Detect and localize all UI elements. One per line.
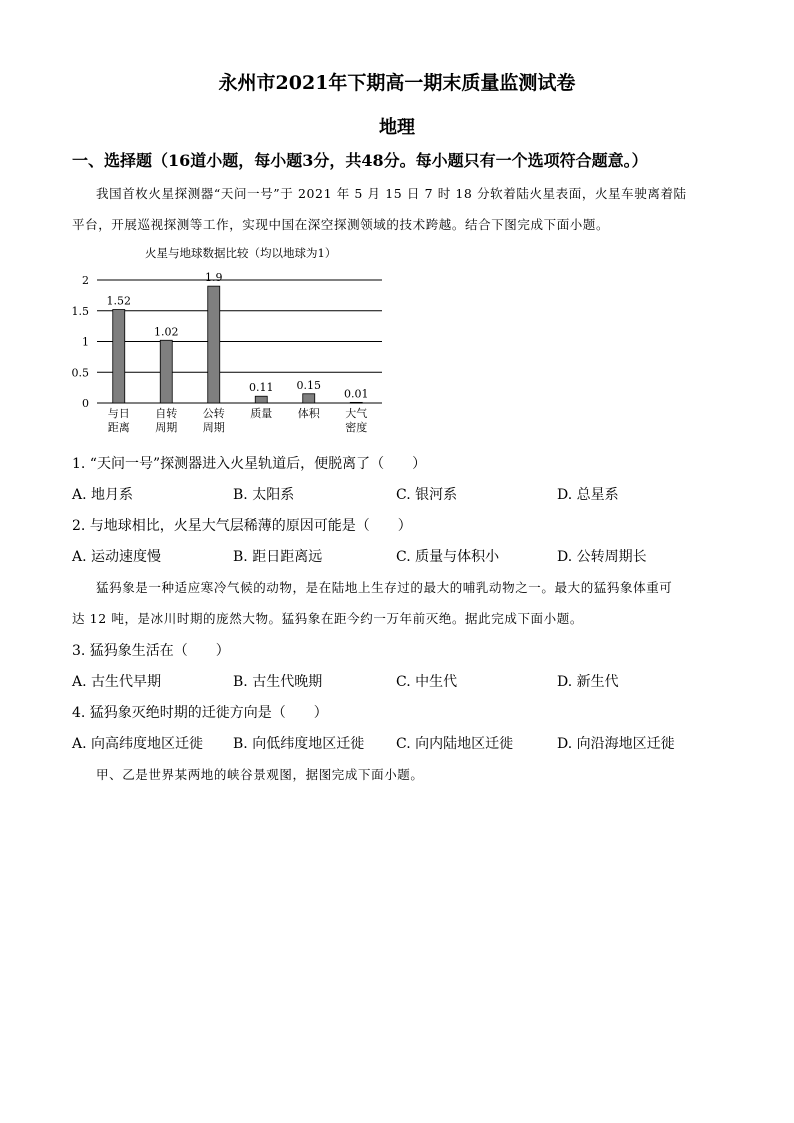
category-label: 公转 — [202, 407, 225, 420]
bar — [255, 396, 267, 403]
section-heading: 一、选择题（16道小题，每小题3分，共48分。每小题只有一个选项符合题意。） — [72, 151, 648, 170]
category-label: 距离 — [107, 421, 130, 434]
question-3: 3. 猛犸象生活在（ ） — [72, 643, 230, 659]
y-tick-label: 0 — [82, 397, 89, 410]
q1-option-a[interactable]: A. 地月系 — [72, 487, 134, 503]
q2-option-c[interactable]: C. 质量与体积小 — [396, 549, 500, 565]
page-title: 永州市2021年下期高一期末质量监测试卷 — [218, 72, 576, 94]
q2-option-a[interactable]: A. 运动速度慢 — [72, 549, 162, 565]
bar-value-label: 1.52 — [106, 294, 131, 308]
chart-title: 火星与地球数据比较（均以地球为1） — [145, 246, 337, 260]
question-2: 2. 与地球相比，火星大气层稀薄的原因可能是（ ） — [72, 518, 412, 534]
category-label: 体积 — [297, 407, 320, 420]
q3-option-d[interactable]: D. 新生代 — [557, 674, 619, 690]
bar — [350, 402, 362, 403]
bar-value-label: 0.01 — [344, 387, 369, 401]
y-tick-label: 1 — [82, 335, 89, 349]
q1-option-c[interactable]: C. 银河系 — [396, 487, 458, 503]
intro-paragraph-1-line-1: 我国首枚火星探测器“天问一号”于 2021 年 5 月 15 日 7 时 18 分软着陆火星表面，火星车驶离着陆 — [96, 186, 687, 201]
category-label: 与日 — [107, 407, 130, 420]
subject-heading: 地理 — [379, 117, 415, 138]
q4-option-b[interactable]: B. 向低纬度地区迁徙 — [233, 736, 365, 752]
x-axis-categories — [108, 406, 368, 434]
q3-option-b[interactable]: B. 古生代晚期 — [233, 674, 323, 690]
intro-paragraph-2-line-1: 猛犸象是一种适应寒冷气候的动物，是在陆地上生存过的最大的哺乳动物之一。最大的猛犸象体重可 — [96, 580, 673, 595]
intro-paragraph-1-line-2: 平台，开展巡视探测等工作，实现中国在深空探测领域的技术跨越。结合下图完成下面小题。 — [72, 217, 610, 232]
bar-value-label: 1.02 — [154, 325, 179, 339]
category-label: 周期 — [155, 421, 178, 434]
bar — [160, 340, 172, 403]
category-label: 大气 — [345, 407, 368, 420]
bar — [303, 394, 315, 403]
category-label: 自转 — [155, 407, 178, 420]
q3-option-c[interactable]: C. 中生代 — [396, 674, 458, 690]
category-label: 质量 — [250, 407, 273, 420]
question-4: 4. 猛犸象灭绝时期的迁徙方向是（ ） — [72, 705, 328, 721]
q4-option-d[interactable]: D. 向沿海地区迁徙 — [557, 736, 675, 752]
q4-option-c[interactable]: C. 向内陆地区迁徙 — [396, 736, 514, 752]
q3-option-a[interactable]: A. 古生代早期 — [72, 674, 162, 690]
bar-value-label: 0.15 — [296, 378, 321, 392]
question-1: 1. “天问一号”探测器进入火星轨道后，便脱离了（ ） — [72, 456, 427, 472]
intro-paragraph-2-line-2: 达 12 吨，是冰川时期的庞然大物。猛犸象在距今约一万年前灭绝。据此完成下面小题。 — [72, 611, 583, 626]
mars-earth-bar-chart — [70, 242, 390, 437]
y-tick-label: 2 — [82, 274, 89, 287]
chart-bars — [113, 286, 363, 403]
category-label: 密度 — [345, 421, 368, 434]
intro-paragraph-3: 甲、乙是世界某两地的峡谷景观图，据图完成下面小题。 — [96, 767, 424, 782]
q1-option-d[interactable]: D. 总星系 — [557, 487, 619, 503]
bar — [208, 286, 220, 403]
category-label: 周期 — [202, 421, 225, 434]
chart-value-labels — [107, 271, 369, 400]
y-axis-ticks — [72, 274, 90, 410]
q1-option-b[interactable]: B. 太阳系 — [233, 487, 295, 503]
y-tick-label: 1.5 — [71, 304, 89, 318]
q2-option-d[interactable]: D. 公转周期长 — [557, 549, 647, 565]
q2-option-b[interactable]: B. 距日距离远 — [233, 549, 323, 565]
bar — [113, 310, 125, 403]
chart-grid — [97, 280, 382, 403]
y-tick-label: 0.5 — [71, 366, 89, 380]
q4-option-a[interactable]: A. 向高纬度地区迁徙 — [72, 736, 204, 752]
bar-value-label: 0.11 — [249, 381, 274, 395]
bar-value-label: 1.9 — [205, 271, 223, 285]
